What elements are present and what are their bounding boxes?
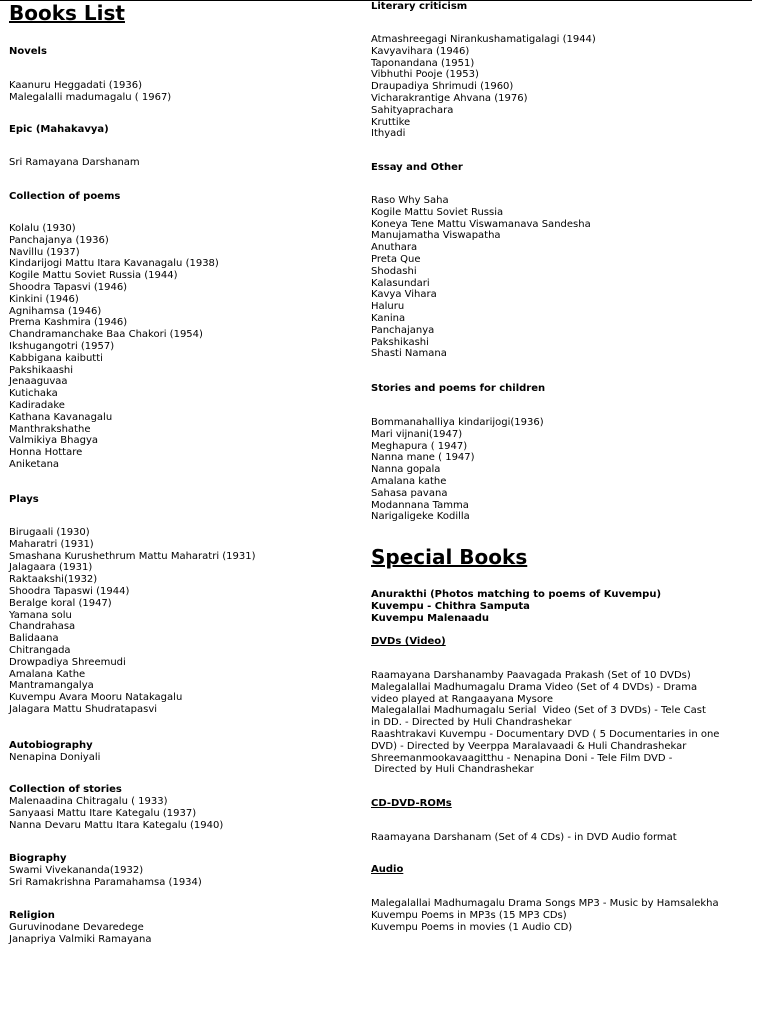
list-item: Kabbigana kaibutti [9,352,103,364]
list-item: Sahityaprachara [371,104,454,116]
list-item: Shoodra Tapaswi (1944) [9,585,130,597]
list-item: Meghapura ( 1947) [371,440,468,452]
list-item: Sahasa pavana [371,487,448,499]
section-biography [9,853,67,865]
list-item: Malegalalli madumagalu ( 1967) [9,91,172,103]
special-books-title: Special Books [371,545,528,569]
list-item: Malegalallai Madhumagalu Drama Songs MP3 - Music by Hamsalekha [371,898,719,909]
stories-list [9,796,223,831]
plays-list [9,527,256,716]
list-item: Kinkini (1946) [9,293,79,305]
section-audio [371,864,403,876]
list-item: Vicharakrantige Ahvana (1976) [371,92,528,104]
section-heading: Biography [9,853,67,864]
list-item: Nanna gopala [371,464,441,476]
list-item: Manujamatha Viswapatha [371,230,501,242]
list-item: Panchajanya [371,324,435,336]
list-item: Narigaligeke Kodilla [371,511,470,523]
section-heading: CD-DVD-ROMs [371,798,452,809]
list-item: Kutichaka [9,388,58,400]
list-item: Vibhuthi Pooje (1953) [371,69,479,81]
list-item: Nanna Devaru Mattu Itara Kategalu (1940) [9,819,224,831]
list-item: Sri Ramayana Darshanam [9,157,140,168]
special-list [371,589,661,624]
section-novels [9,46,47,58]
list-item: Agnihamsa (1946) [9,305,102,317]
list-item: Pakshikashi [371,336,429,348]
audio-list [371,898,719,933]
list-item: Kavyavihara (1946) [371,45,470,57]
list-item: Kuvempu Poems in MP3s (15 MP3 CDs) [371,909,567,921]
list-item: Raso Why Saha [371,195,449,206]
list-item: Mari vijnani(1947) [371,428,463,440]
list-item: Kathana Kavanagalu [9,411,113,423]
list-item: Kaanuru Heggadati (1936) [9,80,143,91]
section-heading: Religion [9,910,55,921]
section-autobiography [9,740,93,752]
list-item: Manthrakshathe [9,423,91,435]
list-item: Janapriya Valmiki Ramayana [9,933,152,945]
section-epic [9,124,109,136]
section-heading: Literary criticism [371,1,468,12]
novels-list [9,80,171,104]
cd-list [371,832,677,844]
list-item: Kadiradake [9,399,65,411]
list-item: Pakshikaashi [9,364,74,376]
list-item: Anurakthi (Photos matching to poems of Kuvempu) [371,589,662,600]
list-item: Birugaali (1930) [9,527,90,538]
list-item: Kuvempu - Chithra Samputa [371,600,530,612]
section-dvds [371,636,446,648]
list-item: Nanna mane ( 1947) [371,452,475,464]
section-heading: Novels [9,46,47,57]
section-cd [371,798,452,810]
list-item: Beralge koral (1947) [9,597,112,609]
list-item: Kogile Mattu Soviet Russia (1944) [9,270,178,282]
section-heading: Autobiography [9,740,93,751]
poems-list [9,223,219,471]
list-item: Sanyaasi Mattu Itare Kategalu (1937) [9,807,197,819]
section-religion [9,910,55,922]
list-item: Raktaakshi(1932) [9,574,98,586]
section-stories [9,784,122,796]
section-essay [371,162,463,174]
essay-list [371,195,591,360]
list-item: Haluru [371,301,405,313]
literary-list [371,34,596,140]
list-item: Drowpadiya Shreemudi [9,656,126,668]
section-heading: Plays [9,494,39,505]
section-heading: Collection of poems [9,191,121,202]
list-item: Kanina [371,312,406,324]
page-title: Books List [9,1,125,25]
list-item: Preta Que [371,253,421,265]
autobiography-list [9,752,100,764]
list-item: Prema Kashmira (1946) [9,317,128,329]
list-item: Guruvinodane Devaredege [9,922,144,933]
list-item: Ithyadi [371,128,406,140]
list-item: Panchajanya (1936) [9,234,109,246]
list-item: Kogile Mattu Soviet Russia [371,206,504,218]
list-item: Malenaadina Chitragalu ( 1933) [9,796,168,807]
list-item: Jalagaara (1931) [9,562,93,574]
list-item: Yamana solu [9,609,72,621]
list-item: Ikshugangotri (1957) [9,340,115,352]
list-item: Navillu (1937) [9,246,80,258]
list-item: Kindarijogi Mattu Itara Kavanagalu (1938) [9,258,219,270]
list-item: Honna Hottare [9,447,83,459]
list-item: Smashana Kurushethrum Mattu Maharatri (1931) [9,550,256,562]
list-item: Chandramanchake Baa Chakori (1954) [9,329,203,341]
list-item: Chandrahasa [9,621,76,633]
section-heading: Stories and poems for children [371,383,546,394]
section-poems [9,191,120,203]
list-item: Raamayana Darshanam (Set of 4 CDs) - in DVD Audio format [371,832,677,843]
list-item: Draupadiya Shrimudi (1960) [371,81,514,93]
list-item: Amalana Kathe [9,668,86,680]
section-heading: Audio [371,864,404,875]
section-heading: Epic (Mahakavya) [9,124,109,135]
list-item: Kruttike [371,116,411,128]
list-item: Amalana kathe [371,475,447,487]
biography-list [9,865,202,889]
section-heading: Collection of stories [9,784,122,795]
list-item: Jalagara Mattu Shudratapasvi [9,703,158,715]
list-item: Atmashreegagi Nirankushamatigalagi (1944) [371,34,596,45]
list-item: Shodashi [371,265,417,277]
section-plays [9,494,39,506]
section-heading: DVDs (Video) [371,636,446,647]
list-item: Modannana Tamma [371,499,469,511]
list-item: Kuvempu Avara Mooru Natakagalu [9,692,183,704]
list-item: Anuthara [371,242,418,254]
list-item: Mantramangalya [9,680,94,692]
children-list [371,417,544,523]
list-item: Koneya Tene Mattu Viswamanava Sandesha [371,218,591,230]
list-item: Swami Vivekananda(1932) [9,865,144,876]
list-item: Kavya Vihara [371,289,437,301]
list-item: Balidaana [9,633,59,645]
section-literary [371,1,467,13]
list-item: Aniketana [9,458,60,470]
list-item: Kolalu (1930) [9,223,76,234]
section-special [371,545,527,569]
list-item: Nenapina Doniyali [9,752,101,763]
list-item: Shoodra Tapasvi (1946) [9,281,128,293]
religion-list [9,922,151,946]
section-children [371,383,545,395]
list-item: Shasti Namana [371,348,447,360]
list-item: Chitrangada [9,644,71,656]
list-item: Jenaaguvaa [9,376,68,388]
section-heading: Essay and Other [371,162,463,173]
list-item: Bommanahalliya kindarijogi(1936) [371,417,544,428]
list-item: Maharatri (1931) [9,538,94,550]
list-item: Valmikiya Bhagya [9,435,99,447]
epic-list [9,157,140,169]
list-item: Kuvempu Malenaadu [371,612,489,624]
list-item: Sri Ramakrishna Paramahamsa (1934) [9,876,202,888]
list-item: Kalasundari [371,277,430,289]
list-item: Kuvempu Poems in movies (1 Audio CD) [371,921,573,933]
dvds-text: Raamayana Darshanamby Paavagada Prakash (Set of 10 DVDs) Malegalallai Madhumagalu Drama Video (Set of 4 DVDs) - Drama video played at Rangaayana Mysore Malegalallai Madhumagalu Serial Video (Set of 3 DVDs) - Tele Cast in DD. - Directed by Huli Chandrashekar Raashtrakavi Kuvempu - Documentary DVD ( 5 Documentaries in one DVD) - Directed by Veerppa Maralavaadi & Huli Chandrashekar Shreemanmookavaagitthu - Nenapina Doni - Tele Film DVD - Directed by Huli Chandrashekar [371,670,720,776]
list-item: Taponandana (1951) [371,57,475,69]
